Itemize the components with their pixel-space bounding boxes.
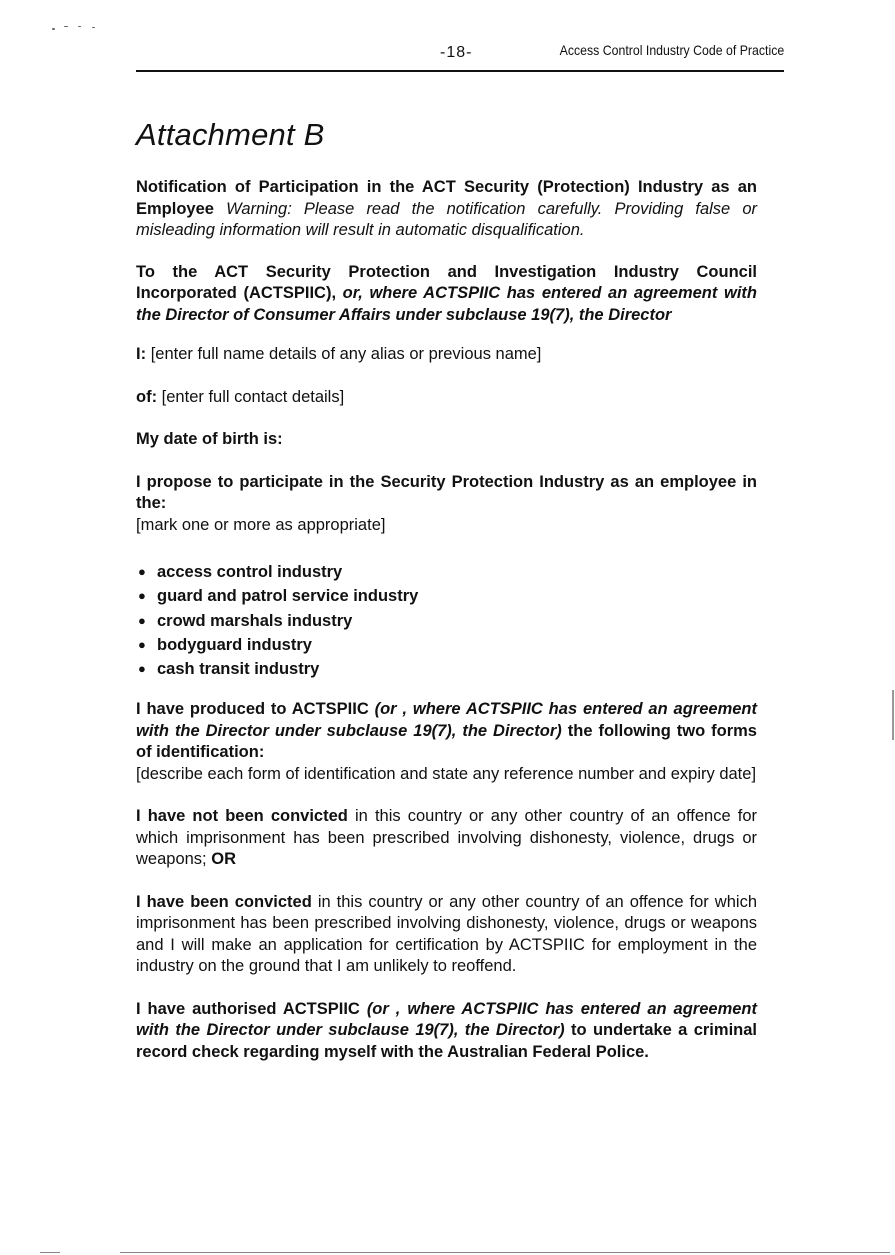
form-body: [136, 177, 757, 1063]
contact-hint: [enter full contact details]: [161, 387, 345, 406]
identification-hint: [describe each form of identification and state any reference number and expiry date]: [136, 764, 757, 783]
scan-bottom-edge: [120, 1252, 890, 1253]
convicted-statement: [136, 892, 757, 978]
industry-label: guard and patrol service industry: [157, 587, 419, 606]
name-label: I:: [136, 345, 147, 363]
bullet-icon: ●: [138, 588, 146, 604]
scan-speck: [92, 27, 95, 28]
authorisation-start: I have authorised ACTSPIIC: [136, 999, 360, 1018]
scan-speck: [78, 26, 81, 27]
page-number: -18-: [440, 44, 473, 61]
bullet-icon: ●: [138, 564, 146, 579]
dob-label: My date of birth is:: [136, 430, 283, 448]
scan-speck: [64, 26, 68, 27]
identification-start: I have produced to ACTSPIIC: [136, 700, 369, 719]
attachment-title: Attachment B: [136, 117, 325, 152]
list-item: [136, 657, 757, 681]
industry-label: bodyguard industry: [157, 635, 312, 654]
industry-label: cash transit industry: [157, 660, 320, 679]
list-item: [136, 609, 757, 633]
notification-title: Notification of Participation in the ACT Security (Protection) Industry as an Employee: [136, 178, 757, 218]
addressee-director: or, where ACTSPIIC has entered an agreement with the Director of Consumer Affairs under subclause 19(7), the Director: [136, 284, 757, 324]
or-separator: OR: [211, 850, 236, 869]
addressee-council: To the ACT Security Protection and Investigation Industry Council Incorporated (ACTSPIIC),: [136, 262, 757, 302]
page-header: [136, 40, 784, 72]
not-convicted-text: in this country or any other country of an offence for which imprisonment has been prescribed involving dishonesty, violence, drugs or weapons;: [136, 807, 757, 869]
running-title: Access Control Industry Code of Practice: [559, 42, 784, 58]
name-hint: [enter full name details of any alias or previous name]: [150, 345, 542, 363]
name-field: [136, 344, 757, 366]
identification-end: the following two forms of identification:: [136, 721, 757, 762]
participation-statement: I propose to participate in the Security Protection Industry as an employee in the:: [136, 472, 757, 512]
not-convicted-statement: [136, 806, 757, 871]
scan-speck: [52, 28, 55, 30]
list-item: [136, 560, 757, 584]
authorisation-end: to undertake a criminal record check regarding myself with the Australian Federal Police.: [136, 1021, 757, 1061]
convicted-lead: I have been convicted: [136, 892, 312, 911]
bullet-icon: ●: [138, 636, 146, 652]
identification-statement: [136, 699, 757, 764]
authorisation-director: (or , where ACTSPIIC has entered an agreement with the Director under subclause 19(7), the Director): [136, 999, 757, 1040]
list-item: [136, 584, 757, 608]
notification-warning: Warning: Please read the notification carefully. Providing false or misleading information will result in automatic disqualification.: [136, 199, 757, 239]
addressee: [136, 262, 757, 327]
bullet-icon: ●: [138, 612, 146, 628]
convicted-text: in this country or any other country of an offence for which imprisonment has been prescribed involving dishonesty, violence, drugs or weapons and I will make an application for certification by ACTSPIIC for employment in the industry on the ground that I am unlikely to reoffend.: [136, 892, 757, 976]
participation-hint: [mark one or more as appropriate]: [136, 515, 386, 534]
list-item: [136, 633, 757, 657]
contact-label: of:: [136, 387, 158, 406]
authorisation-statement: [136, 999, 757, 1064]
identification-director: (or , where ACTSPIIC has entered an agreement with the Director under subclause 19(7), the Director): [136, 700, 757, 740]
bullet-icon: ●: [138, 661, 146, 677]
not-convicted-lead: I have not been convicted: [136, 807, 348, 826]
industry-label: crowd marshals industry: [157, 611, 353, 630]
scan-bottom-edge: [40, 1252, 60, 1253]
scan-edge-mark: [892, 690, 894, 740]
contact-field: [136, 387, 757, 409]
industry-label: access control industry: [157, 563, 343, 581]
industry-list: [136, 560, 757, 681]
notification-heading: [136, 177, 757, 242]
